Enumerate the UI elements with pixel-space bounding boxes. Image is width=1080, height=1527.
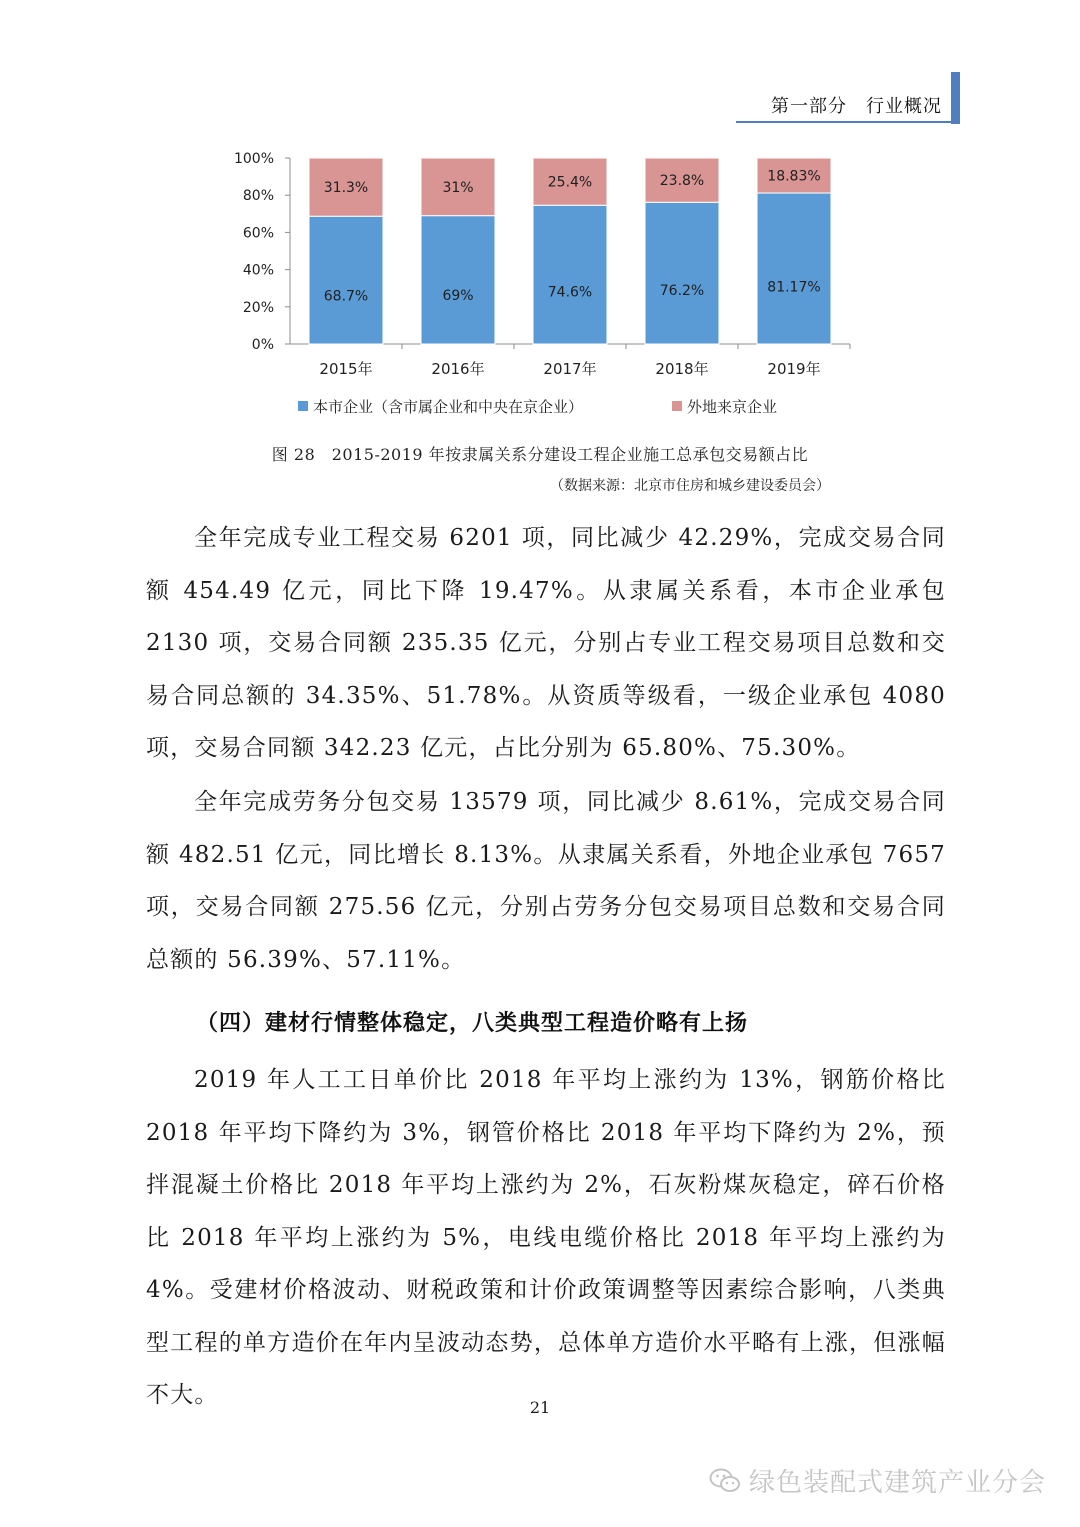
data-label: 31% [442,179,474,196]
y-tick-label: 60% [242,225,274,242]
y-tick-label: 40% [242,262,274,279]
bar-segment-local [645,202,719,344]
data-label: 74.6% [547,284,593,301]
data-label: 25.4% [547,174,593,191]
wechat-icon [709,1467,741,1502]
bar-segment-local [421,216,495,344]
legend-item-nonlocal [672,396,777,417]
legend-swatch-nonlocal [672,401,682,411]
x-tick-label: 2018年 [655,360,709,378]
legend-label-local: 本市企业（含市属企业和中央在京企业） [313,398,584,416]
data-label: 23.8% [659,173,705,190]
watermark [709,1462,1046,1502]
paragraph-labor-subcontract: 全年完成劳务分包交易 13579 项，同比减少 8.61%，完成交易合同额 482.51 亿元，同比增长 8.13%。从隶属关系看，外地企业承包 7657 项，交易合同额 275.56 亿元，分别占劳务分包交易项目总数和交易合同总额的 56.39%、57.11%。 [146,789,946,973]
y-tick-label: 20% [242,299,274,316]
figure-source: （数据来源：北京市住房和城乡建设委员会） [550,478,830,494]
paragraph-material-prices: 2019 年人工工日单价比 2018 年平均上涨约为 13%，钢筋价格比 2018 年平均下降约为 3%，钢管价格比 2018 年平均下降约为 2%，预拌混凝土价格比 2018 年平均上涨约为 2%，石灰粉煤灰稳定，碎石价格比 2018 年平均上涨约为 5%，电线电缆价格比 2018 年平均上涨约为 4%。受建材价格波动、财税政策和计价政策调整等因素综合影响，八类典型工程的单方造价在年内呈波动态势，总体单方造价水平略有上涨，但涨幅不大。 [146,1067,946,1408]
y-tick-label: 0% [251,337,274,353]
x-tick-label: 2015年 [319,360,373,378]
section-header: 第一部分 行业概况 [771,96,942,117]
data-label: 81.17% [767,279,821,296]
stacked-bar-chart [220,140,860,385]
figure-caption: 图 28 2015-2019 年按隶属关系分建设工程企业施工总承包交易额占比 [271,445,809,464]
y-tick-label: 100% [233,151,274,167]
header-underline [736,121,952,123]
x-tick-label: 2019年 [767,360,821,378]
data-label: 68.7% [323,288,369,305]
legend-item-local [298,396,583,417]
data-label: 31.3% [323,180,369,197]
data-label: 18.83% [767,168,821,185]
data-label: 69% [442,288,474,305]
x-tick-label: 2016年 [431,360,485,378]
bar-segment-local [309,216,383,344]
x-tick-label: 2017年 [543,360,597,378]
header-accent-bar [951,72,960,124]
data-label: 76.2% [659,283,705,300]
legend-swatch-local [298,401,308,411]
chart-legend [298,396,818,418]
legend-label-nonlocal: 外地来京企业 [687,398,778,416]
bar-segment-local [757,193,831,344]
watermark-text: 绿色装配式建筑产业分会 [748,1468,1046,1498]
paragraph-professional-works: 全年完成专业工程交易 6201 项，同比减少 42.29%，完成交易合同额 454.49 亿元，同比下降 19.47%。从隶属关系看，本市企业承包 2130 项，交易合同额 235.35 亿元，分别占专业工程交易项目总数和交易合同总额的 34.35%、51.78%。从资质等级看，一级企业承包 4080 项，交易合同额 342.23 亿元，占比分别为 65.80%、75.30%。 [146,525,946,761]
section-heading: （四）建材行情整体稳定，八类典型工程造价略有上扬 [196,1011,749,1036]
y-tick-label: 80% [242,188,274,205]
page-number: 21 [529,1398,551,1417]
bar-segment-local [533,205,607,344]
